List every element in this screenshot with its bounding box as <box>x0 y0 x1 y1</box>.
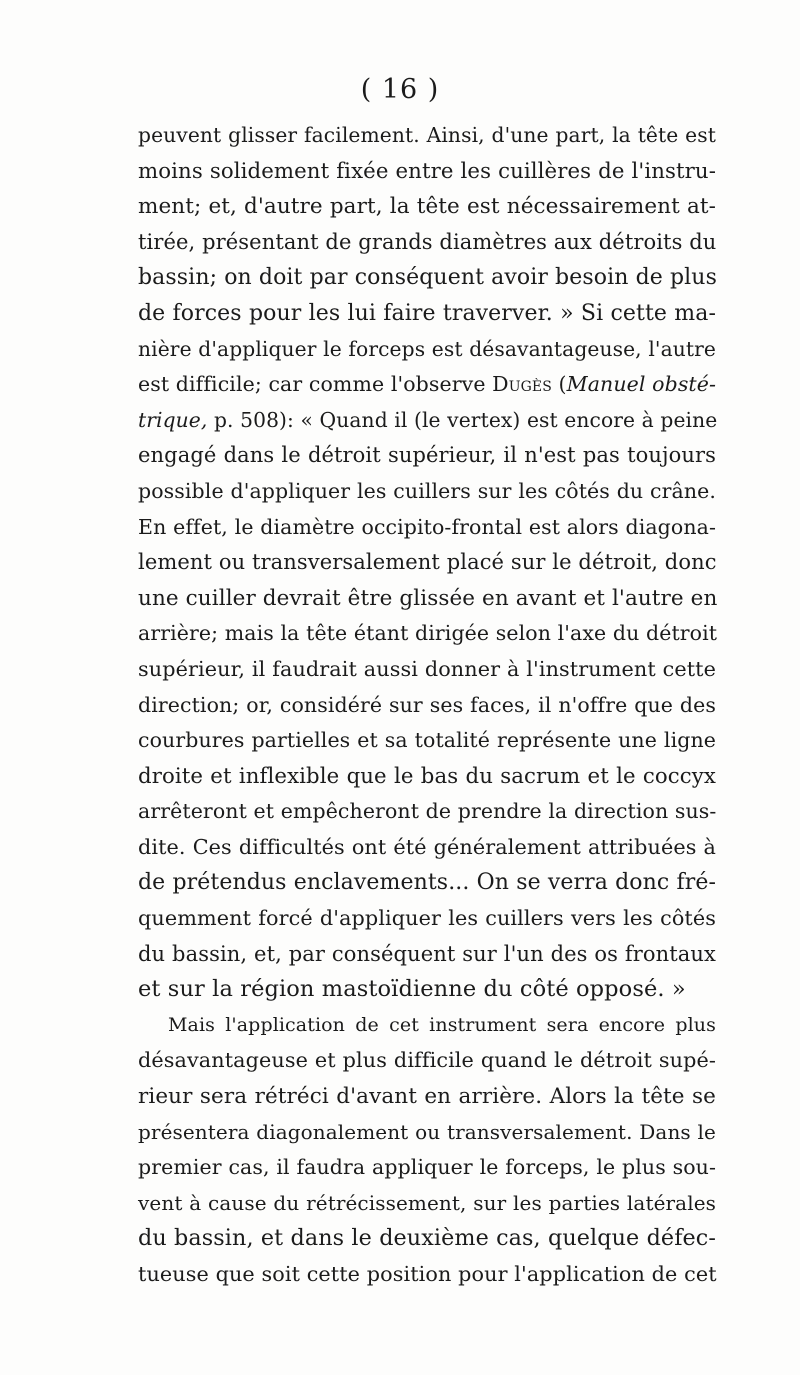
text-line: du bassin, et dans le deuxième cas, quelque défec- <box>138 1225 716 1252</box>
text-line: tueuse que soit cette position pour l'application de cet <box>138 1262 717 1286</box>
text-fragment: ( <box>551 372 567 397</box>
text-line: peuvent glisser facilement. Ainsi, d'une part, la tête est <box>138 123 716 147</box>
text-fragment: est difficile; car comme l'observe <box>138 372 493 397</box>
book-title: trique, <box>138 407 208 432</box>
text-line: supérieur, il faudrait aussi donner à l'instrument cette <box>138 656 716 681</box>
text-line: engagé dans le détroit supérieur, il n'est pas toujours <box>138 443 716 468</box>
text-line: de prétendus enclavements... On se verra donc fré- <box>138 870 716 896</box>
text-line: de forces pour les lui faire traverver. » Si cette ma- <box>138 300 716 326</box>
text-line: direction; or, considéré sur ses faces, il n'offre que des <box>138 692 716 717</box>
text-line: vent à cause du rétrécissement, sur les parties latérales <box>138 1190 716 1215</box>
author-name: Dugès <box>492 372 552 397</box>
text-line: bassin; on doit par conséquent avoir besoin de plus <box>138 265 717 291</box>
text-line: lement ou transversalement placé sur le détroit, donc <box>138 550 717 575</box>
text-line: une cuiller devrait être glissée en avant et l'autre en <box>138 585 718 611</box>
page-number: ( 16 ) <box>360 74 440 105</box>
text-line: tirée, présentant de grands diamètres aux détroits du <box>138 229 717 254</box>
text-line-citation <box>138 367 716 403</box>
text-line: rieur sera rétréci d'avant en arrière. Alors la tête se <box>138 1084 716 1110</box>
text-line: nière d'appliquer le forceps est désavantageuse, l'autre <box>138 336 716 361</box>
text-line: courbures partielles et sa totalité représente une ligne <box>138 728 716 753</box>
text-line: arrière; mais la tête étant dirigée selon l'axe du détroit <box>138 621 718 646</box>
text-line: droite et inflexible que le bas du sacrum et le coccyx <box>138 763 716 789</box>
text-line-citation <box>138 403 716 439</box>
text-fragment: p. 508): « Quand il (le vertex) est encore à peine <box>207 407 718 432</box>
text-line: possible d'appliquer les cuillers sur les côtés du crâne. <box>138 478 716 503</box>
body-text <box>138 118 716 1293</box>
text-line: présentera diagonalement ou transversalement. Dans le <box>138 1119 716 1144</box>
text-line: et sur la région mastoïdienne du côté opposé. » <box>138 976 686 1003</box>
text-line: dite. Ces difficultés ont été généralement attribuées à <box>138 834 716 859</box>
text-line-paragraph-start: Mais l'application de cet instrument sera encore plus <box>168 1013 716 1036</box>
text-line: désavantageuse et plus difficile quand le détroit supé- <box>138 1048 716 1073</box>
text-line: moins solidement fixée entre les cuillères de l'instru- <box>138 158 716 184</box>
text-line: En effet, le diamètre occipito-frontal est alors diagona- <box>138 514 716 539</box>
text-line: arrêteront et empêcheront de prendre la direction sus- <box>138 799 717 824</box>
text-line: premier cas, il faudra appliquer le forceps, le plus sou- <box>138 1155 716 1180</box>
text-line: du bassin, et, par conséquent sur l'un des os frontaux <box>138 941 716 966</box>
text-line: quemment forcé d'appliquer les cuillers vers les côtés <box>138 906 716 931</box>
book-title: Manuel obsté- <box>566 372 717 397</box>
text-line: ment; et, d'autre part, la tête est nécessairement at- <box>138 194 716 220</box>
